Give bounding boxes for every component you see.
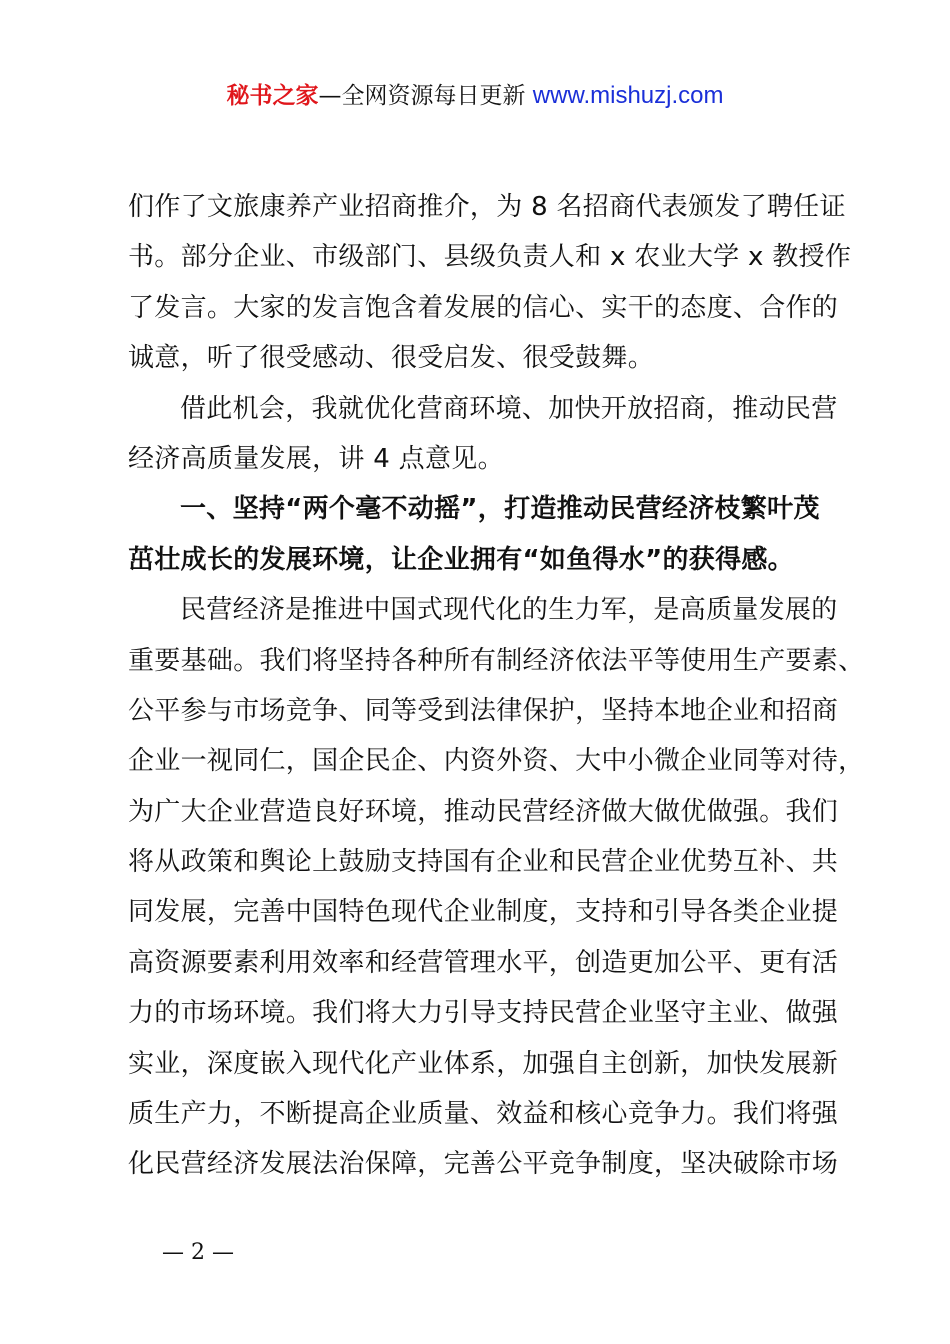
document-body bbox=[128, 182, 865, 1190]
text-line: 将从政策和舆论上鼓励支持国有企业和民营企业优势互补、共 bbox=[128, 847, 839, 878]
text-line: 化民营经济发展法治保障，完善公平竞争制度，坚决破除市场 bbox=[128, 1149, 839, 1180]
header-tagline: —全网资源每日更新 bbox=[318, 83, 526, 109]
text-line: 企业一视同仁，国企民企、内资外资、大中小微企业同等对待， bbox=[128, 746, 865, 777]
section-heading-line: 茁壮成长的发展环境，让企业拥有“如鱼得水”的获得感。 bbox=[128, 544, 794, 575]
text-line: 重要基础。我们将坚持各种所有制经济依法平等使用生产要素、 bbox=[128, 645, 865, 676]
text-line: 民营经济是推进中国式现代化的生力军，是高质量发展的 bbox=[180, 595, 838, 626]
text-line: 书。部分企业、市级部门、县级负责人和 x 农业大学 x 教授作 bbox=[128, 242, 852, 273]
text-line: 力的市场环境。我们将大力引导支持民营企业坚守主业、做强 bbox=[128, 998, 839, 1029]
page-number: — 2 — bbox=[162, 1240, 234, 1265]
site-header bbox=[0, 80, 950, 112]
text-line: 实业，深度嵌入现代化产业体系，加强自主创新，加快发展新 bbox=[128, 1048, 839, 1079]
brand-name: 秘书之家 bbox=[226, 83, 319, 109]
text-line: 高资源要素利用效率和经营管理水平，创造更加公平、更有活 bbox=[128, 947, 839, 978]
text-line: 经济高质量发展，讲 4 点意见。 bbox=[128, 443, 504, 474]
section-heading-line: 一、坚持“两个毫不动摇”，打造推动民营经济枝繁叶茂 bbox=[180, 494, 820, 525]
text-line: 借此机会，我就优化营商环境、加快开放招商，推动民营 bbox=[180, 393, 838, 424]
text-line: 诚意，听了很受感动、很受启发、很受鼓舞。 bbox=[128, 343, 655, 374]
site-url-link[interactable]: www.mishuzj.com bbox=[532, 82, 724, 109]
text-line: 同发展，完善中国特色现代企业制度，支持和引导各类企业提 bbox=[128, 897, 839, 928]
text-line: 了发言。大家的发言饱含着发展的信心、实干的态度、合作的 bbox=[128, 292, 839, 323]
text-line: 们作了文旅康养产业招商推介，为 8 名招商代表颁发了聘任证 bbox=[128, 192, 846, 222]
text-line: 质生产力，不断提高企业质量、效益和核心竞争力。我们将强 bbox=[128, 1099, 839, 1130]
text-line: 公平参与市场竞争、同等受到法律保护，坚持本地企业和招商 bbox=[128, 695, 839, 726]
text-line: 为广大企业营造良好环境，推动民营经济做大做优做强。我们 bbox=[128, 796, 839, 827]
